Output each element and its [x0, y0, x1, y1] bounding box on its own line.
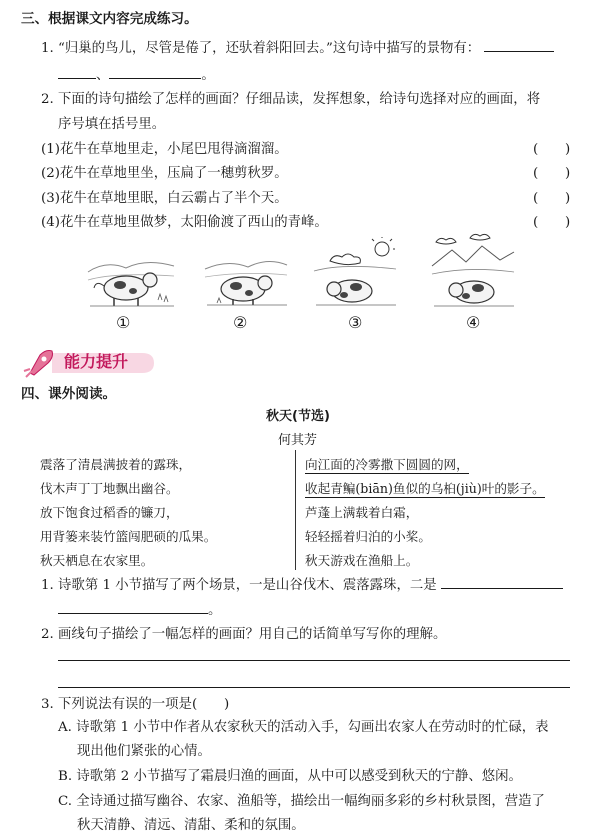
reading-q1: 1. 诗歌第 1 小节描写了两个场景，一是山谷伐木、震落露珠，二是: [41, 576, 563, 595]
match-item-1: (1)花牛在草地里走，小尾巴甩得滴溜溜。: [41, 142, 288, 157]
cow-picture-4: [430, 232, 516, 310]
q2-line2: 序号填在括号里。: [58, 117, 166, 132]
poem-right-line-4: 轻轻摇着归泊的小桨。: [305, 529, 431, 544]
picture-label-4: ④: [466, 313, 481, 332]
poem-left-line-1: 震落了清晨满披着的露珠，: [40, 457, 192, 472]
poem-left-line-5: 秋天栖息在农家里。: [40, 553, 154, 568]
poem-right-line-3: 芦蓬上满载着白霜，: [305, 505, 419, 520]
option-c-line1: C. 全诗通过描写幽谷、农家、渔船等，描绘出一幅绚丽多彩的乡村秋景图，营造了: [58, 794, 545, 809]
match-item-4: (4)花牛在草地里做梦，太阳偷渡了西山的青峰。: [41, 215, 328, 230]
match-item-3: (3)花牛在草地里眠，白云霸占了半个天。: [41, 191, 288, 206]
q1-text: 1. “归巢的鸟儿，尽管是倦了，还驮着斜阳回去。”这句诗中描写的景物有：: [41, 39, 554, 58]
cow-picture-1: [86, 250, 176, 310]
q2-line1: 2. 下面的诗句描绘了怎样的画面？仔细品读，发挥想象，给诗句选择对应的画面，将: [41, 92, 541, 107]
option-b: B. 诗歌第 2 小节描写了霜晨归渔的画面，从中可以感受到秋天的宁静、悠闲。: [58, 769, 522, 784]
section-4-title: 四、课外阅读。: [21, 386, 117, 402]
poem-right-line-2-underlined: 收起青鳊(biān)鱼似的乌桕(jiù)叶的影子。: [305, 481, 545, 496]
rocket-icon: [24, 351, 53, 378]
poem-left-line-2: 伐木声丁丁地飘出幽谷。: [40, 481, 179, 496]
poem-title: 秋天(节选): [266, 409, 330, 424]
poem-left-line-4: 用背篓来装竹篮闯肥硕的瓜果。: [40, 529, 217, 544]
option-c-line2: 秋天清静、清远、清甜、柔和的氛围。: [77, 818, 305, 833]
reading-q1-line2: 。: [58, 601, 221, 620]
cow-picture-3: [312, 237, 398, 310]
picture-label-2: ②: [233, 313, 248, 332]
q1-line2: 、 。: [58, 66, 215, 85]
answer-line-2[interactable]: [58, 687, 570, 688]
poem-divider: [295, 450, 296, 570]
q1-blank-2[interactable]: [58, 66, 96, 79]
reading-q3: 3. 下列说法有误的一项是( ): [41, 697, 230, 712]
poem-right-line-1-underlined: 向江面的冷雾撒下圆圆的网，: [305, 457, 469, 472]
poem-author: 何其芳: [278, 433, 318, 448]
q1-blank-3[interactable]: [109, 66, 201, 79]
match-item-2: (2)花牛在草地里坐，压扁了一穗剪秋罗。: [41, 166, 288, 181]
picture-label-1: ①: [116, 313, 131, 332]
poem-left-line-3: 放下饱食过稻香的镰刀，: [40, 505, 179, 520]
answer-paren-4[interactable]: ( ): [533, 215, 571, 230]
picture-label-3: ③: [348, 313, 363, 332]
badge-title: 能力提升: [64, 352, 129, 371]
reading-q2: 2. 画线句子描绘了一幅怎样的画面？用自己的话简单写写你的理解。: [41, 627, 447, 642]
cow-picture-2: [203, 255, 289, 310]
reading-q1-blank-2[interactable]: [58, 601, 208, 614]
option-a-line2: 现出他们紧张的心情。: [77, 744, 211, 759]
option-a-line1: A. 诗歌第 1 小节中作者从农家秋天的活动入手，勾画出农家人在劳动时的忙碌，表: [58, 720, 549, 735]
poem-right-line-5: 秋天游戏在渔船上。: [305, 553, 419, 568]
reading-q1-blank-1[interactable]: [441, 576, 563, 589]
answer-paren-2[interactable]: ( ): [533, 166, 571, 181]
answer-paren-3[interactable]: ( ): [533, 191, 571, 206]
answer-line-1[interactable]: [58, 660, 570, 661]
answer-paren-1[interactable]: ( ): [533, 142, 571, 157]
q1-blank-1[interactable]: [484, 39, 554, 52]
section-3-title: 三、根据课文内容完成练习。: [21, 11, 198, 27]
